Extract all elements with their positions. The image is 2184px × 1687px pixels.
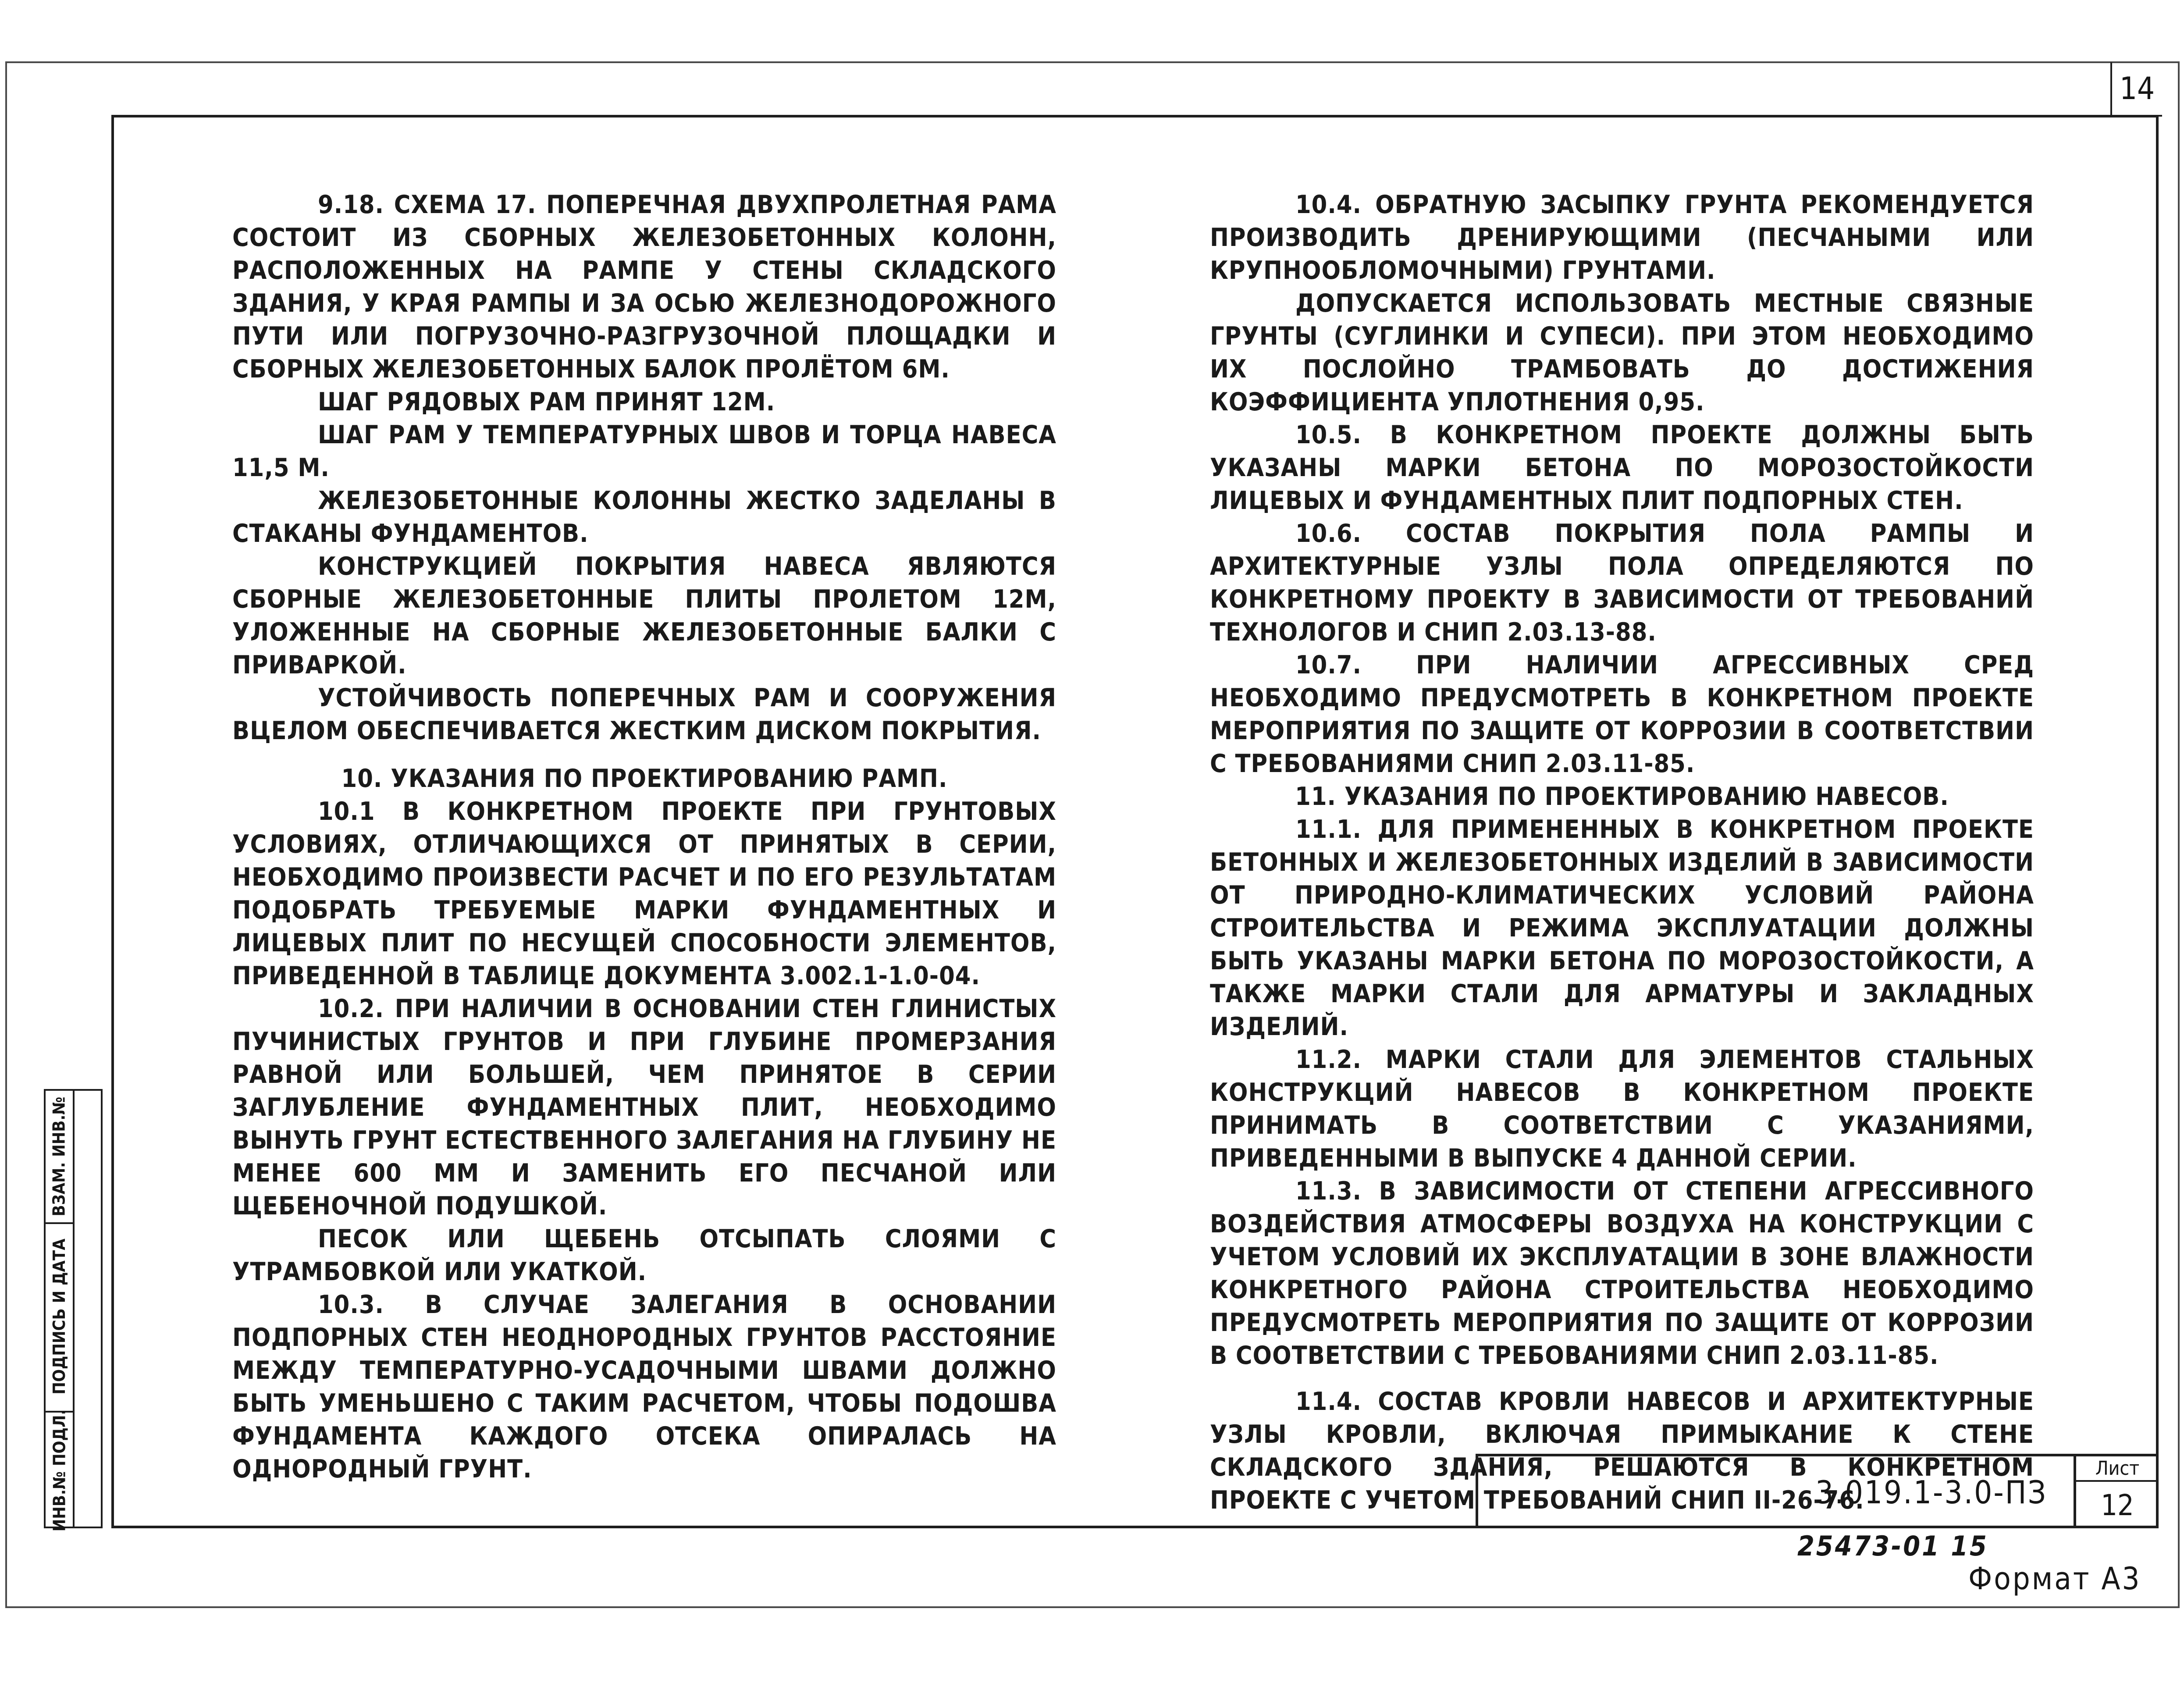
paragraph: 11.2. МАРКИ СТАЛИ ДЛЯ ЭЛЕМЕНТОВ СТАЛЬНЫХ КОНСТРУКЦИЙ НАВЕСОВ В КОНКРЕТНОМ ПРОЕКТЕ ПРИНИМАТЬ В СООТВЕТСТВИИ С УКАЗАНИЯМИ, ПРИВЕДЕННЫМИ В ВЫПУСКЕ 4 ДАННОЙ СЕРИИ. — [1210, 1045, 2034, 1173]
page-tab-number: 14 — [2110, 62, 2162, 117]
paragraph: 10.7. ПРИ НАЛИЧИИ АГРЕССИВНЫХ СРЕД НЕОБХОДИМО ПРЕДУСМОТРЕТЬ В КОНКРЕТНОМ ПРОЕКТЕ МЕРОПРИЯТИЯ ПО ЗАЩИТЕ ОТ КОРРОЗИИ В СООТВЕТСТВИИ С ТРЕБОВАНИЯМИ СНИП 2.03.11-85. — [1210, 651, 2034, 778]
paragraph: ШАГ РЯДОВЫХ РАМ ПРИНЯТ 12М. — [318, 388, 775, 416]
paragraph: 11.1. ДЛЯ ПРИМЕНЕННЫХ В КОНКРЕТНОМ ПРОЕКТЕ БЕТОННЫХ И ЖЕЛЕЗОБЕТОННЫХ ИЗДЕЛИЙ В ЗАВИСИМОСТИ ОТ ПРИРОДНО-КЛИМАТИЧЕСКИХ УСЛОВИЙ РАЙОНА СТРОИТЕЛЬСТВА И РЕЖИМА ЭКСПЛУАТАЦИИ ДОЛЖНЫ БЫТЬ УКАЗАНЫ МАРКИ БЕТОНА ПО МОРОЗОСТОЙКОСТИ, А ТАКЖЕ МАРКИ СТАЛИ ДЛЯ АРМАТУРЫ И ЗАКЛАДНЫХ ИЗДЕЛИЙ. — [1210, 815, 2034, 1041]
format-label: Формат А3 — [1968, 1561, 2141, 1597]
sheet-cell — [2074, 1456, 2159, 1528]
paragraph: 10.1 В КОНКРЕТНОМ ПРОЕКТЕ ПРИ ГРУНТОВЫХ УСЛОВИЯХ, ОТЛИЧАЮЩИХСЯ ОТ ПРИНЯТЫХ В СЕРИИ, НЕОБХОДИМО ПРОИЗВЕСТИ РАСЧЕТ И ПО ЕГО РЕЗУЛЬТАТАМ ПОДОБРАТЬ ТРЕБУЕМЫЕ МАРКИ ФУНДАМЕНТНЫХ И ЛИЦЕВЫХ ПЛИТ ПО НЕСУЩЕЙ СПОСОБНОСТИ ЭЛЕМЕНТОВ, ПРИВЕДЕННОЙ В ТАБЛИЦЕ ДОКУМЕНТА 3.002.1-1.0-04. — [232, 797, 1056, 990]
paragraph: 11.3. В ЗАВИСИМОСТИ ОТ СТЕПЕНИ АГРЕССИВНОГО ВОЗДЕЙСТВИЯ АТМОСФЕРЫ ВОЗДУХА НА КОНСТРУКЦИИ С УЧЕТОМ УСЛОВИЙ ИХ ЭКСПЛУАТАЦИИ В ЗОНЕ ВЛАЖНОСТИ КОНКРЕТНОГО РАЙОНА СТРОИТЕЛЬСТВА НЕОБХОДИМО ПРЕДУСМОТРЕТЬ МЕРОПРИЯТИЯ ПО ЗАЩИТЕ ОТ КОРРОЗИИ В СООТВЕТСТВИИ С ТРЕБОВАНИЯМИ СНИП 2.03.11-85. — [1210, 1177, 2034, 1370]
side-approval-stamp — [44, 1089, 103, 1532]
title-block — [1476, 1454, 2159, 1528]
left-text-column — [232, 189, 1056, 1486]
paragraph: 10.4. ОБРАТНУЮ ЗАСЫПКУ ГРУНТА РЕКОМЕНДУЕТСЯ ПРОИЗВОДИТЬ ДРЕНИРУЮЩИМИ (ПЕСЧАНЫМИ ИЛИ КРУПНООБЛОМОЧНЫМИ) ГРУНТАМИ. — [1210, 190, 2034, 285]
paragraph: КОНСТРУКЦИЕЙ ПОКРЫТИЯ НАВЕСА ЯВЛЯЮТСЯ СБОРНЫЕ ЖЕЛЕЗОБЕТОННЫЕ ПЛИТЫ ПРОЛЕТОМ 12М, УЛОЖЕННЫЕ НА СБОРНЫЕ ЖЕЛЕЗОБЕТОННЫЕ БАЛКИ С ПРИВАРКОЙ. — [232, 552, 1056, 680]
stamp-vzam-inv: ВЗАМ. ИНВ.№ — [50, 1096, 69, 1217]
paragraph: 9.18. СХЕМА 17. ПОПЕРЕЧНАЯ ДВУХПРОЛЕТНАЯ РАМА СОСТОИТ ИЗ СБОРНЫХ ЖЕЛЕЗОБЕТОННЫХ КОЛОНН, РАСПОЛОЖЕННЫХ НА РАМПЕ У СТЕНЫ СКЛАДСКОГО ЗДАНИЯ, У КРАЯ РАМПЫ И ЗА ОСЬЮ ЖЕЛЕЗНОДОРОЖНОГО ПУТИ ИЛИ ПОГРУЗОЧНО-РАЗГРУЗОЧНОЙ ПЛОЩАДКИ И СБОРНЫХ ЖЕЛЕЗОБЕТОННЫХ БАЛОК ПРОЛЁТОМ 6М. — [232, 190, 1056, 384]
paragraph: ДОПУСКАЕТСЯ ИСПОЛЬЗОВАТЬ МЕСТНЫЕ СВЯЗНЫЕ ГРУНТЫ (СУГЛИНКИ И СУПЕСИ). ПРИ ЭТОМ НЕОБХОДИМО ИХ ПОСЛОЙНО ТРАМБОВАТЬ ДО ДОСТИЖЕНИЯ КОЭФФИЦИЕНТА УПЛОТНЕНИЯ 0,95. — [1210, 289, 2034, 416]
stamp-divider — [73, 1091, 75, 1527]
paragraph: ЖЕЛЕЗОБЕТОННЫЕ КОЛОННЫ ЖЕСТКО ЗАДЕЛАНЫ В СТАКАНЫ ФУНДАМЕНТОВ. — [232, 486, 1056, 548]
paragraph: ШАГ РАМ У ТЕМПЕРАТУРНЫХ ШВОВ И ТОРЦА НАВЕСА 11,5 М. — [232, 420, 1056, 482]
right-text-column — [1210, 189, 2034, 1517]
stamp-podpis-data: ПОДПИСЬ И ДАТА — [50, 1239, 69, 1395]
paragraph: УСТОЙЧИВОСТЬ ПОПЕРЕЧНЫХ РАМ И СООРУЖЕНИЯ ВЦЕЛОМ ОБЕСПЕЧИВАЕТСЯ ЖЕСТКИМ ДИСКОМ ПОКРЫТИЯ. — [232, 683, 1056, 745]
sheet-number: 12 — [2101, 1488, 2134, 1522]
document-code: 3.019.1-3.0-ПЗ — [1815, 1474, 2047, 1511]
paragraph: 11.4. СОСТАВ КРОВЛИ НАВЕСОВ И АРХИТЕКТУРНЫЕ УЗЛЫ КРОВЛИ, ВКЛЮЧАЯ ПРИМЫКАНИЕ К СТЕНЕ СКЛАДСКОГО ЗДАНИЯ, РЕШАЮТСЯ В КОНКРЕТНОМ ПРОЕКТЕ С УЧЕТОМ ТРЕБОВАНИЙ СНИП II-26-76. — [1210, 1387, 2034, 1515]
paragraph: 10.6. СОСТАВ ПОКРЫТИЯ ПОЛА РАМПЫ И АРХИТЕКТУРНЫЕ УЗЛЫ ПОЛА ОПРЕДЕЛЯЮТСЯ ПО КОНКРЕТНОМУ ПРОЕКТУ В ЗАВИСИМОСТИ ОТ ТРЕБОВАНИЙ ТЕХНОЛОГОВ И СНИП 2.03.13-88. — [1210, 519, 2034, 647]
stamp-inv-podl: ИНВ.№ ПОДЛ. — [50, 1409, 69, 1532]
paragraph: ПЕСОК ИЛИ ЩЕБЕНЬ ОТСЫПАТЬ СЛОЯМИ С УТРАМБОВКОЙ ИЛИ УКАТКОЙ. — [232, 1224, 1056, 1286]
paragraph: 10.2. ПРИ НАЛИЧИИ В ОСНОВАНИИ СТЕН ГЛИНИСТЫХ ПУЧИНИСТЫХ ГРУНТОВ И ПРИ ГЛУБИНЕ ПРОМЕРЗАНИЯ РАВНОЙ ИЛИ БОЛЬШЕЙ, ЧЕМ ПРИНЯТОЕ В СЕРИИ ЗАГЛУБЛЕНИЕ ФУНДАМЕНТНЫХ ПЛИТ, НЕОБХОДИМО ВЫНУТЬ ГРУНТ ЕСТЕСТВЕННОГО ЗАЛЕГАНИЯ НА ГЛУБИНУ НЕ МЕНЕЕ 600 ММ И ЗАМЕНИТЬ ЕГО ПЕСЧАНОЙ ИЛИ ЩЕБЕНОЧНОЙ ПОДУШКОЙ. — [232, 994, 1056, 1221]
section-heading: 11. УКАЗАНИЯ ПО ПРОЕКТИРОВАНИЮ НАВЕСОВ. — [1295, 782, 1949, 811]
section-heading: 10. УКАЗАНИЯ ПО ПРОЕКТИРОВАНИЮ РАМП. — [341, 764, 948, 793]
archive-number: 25473-01 15 — [1797, 1530, 1988, 1562]
sheet-label: Лист — [2076, 1456, 2159, 1482]
paragraph: 10.3. В СЛУЧАЕ ЗАЛЕГАНИЯ В ОСНОВАНИИ ПОДПОРНЫХ СТЕН НЕОДНОРОДНЫХ ГРУНТОВ РАССТОЯНИЕ МЕЖДУ ТЕМПЕРАТУРНО-УСАДОЧНЫМИ ШВАМИ ДОЛЖНО БЫТЬ УМЕНЬШЕНО С ТАКИМ РАСЧЕТОМ, ЧТОБЫ ПОДОШВА ФУНДАМЕНТА КАЖДОГО ОТСЕКА ОПИРАЛАСЬ НА ОДНОРОДНЫЙ ГРУНТ. — [232, 1290, 1056, 1484]
paragraph: 10.5. В КОНКРЕТНОМ ПРОЕКТЕ ДОЛЖНЫ БЫТЬ УКАЗАНЫ МАРКИ БЕТОНА ПО МОРОЗОСТОЙКОСТИ ЛИЦЕВЫХ И ФУНДАМЕНТНЫХ ПЛИТ ПОДПОРНЫХ СТЕН. — [1210, 420, 2034, 515]
